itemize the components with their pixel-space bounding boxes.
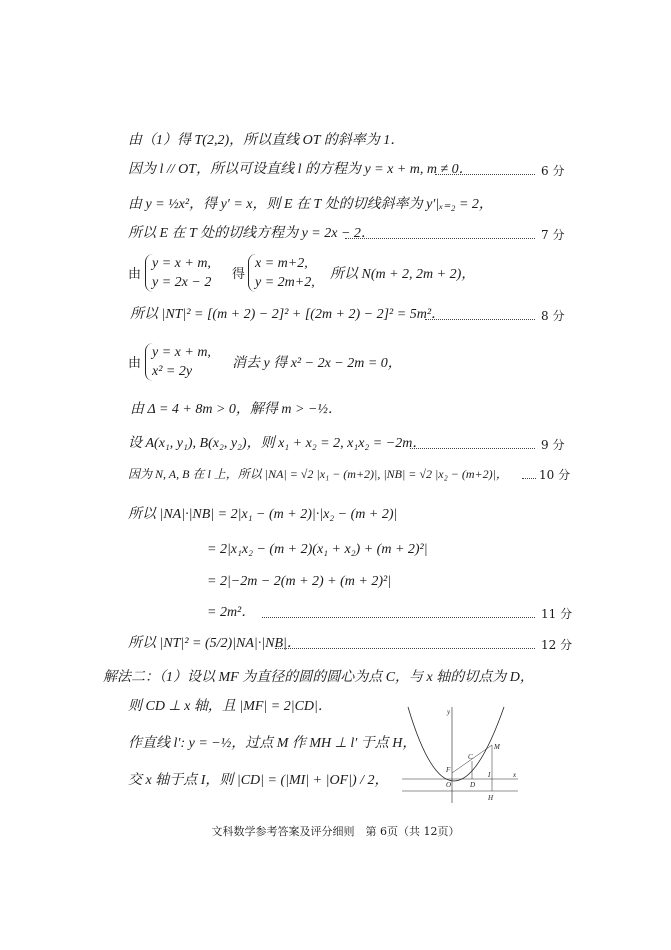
parabola-figure <box>400 705 520 805</box>
solution-line-6 <box>130 305 445 325</box>
label-i: I <box>488 771 491 779</box>
score-9: 9 分 <box>541 438 565 452</box>
text-l8: 由 Δ = 4 + 8m > 0，解得 m > −½． <box>130 402 342 417</box>
equation-system-2 <box>248 254 315 292</box>
text-l5-prefix: 由 <box>128 267 142 282</box>
solution-line-12 <box>207 540 428 560</box>
text-l7-prefix: 由 <box>128 356 142 371</box>
text-l11: 所以 |NA|·|NB| = 2|x₁ − (m + 2)|·|x₂ − (m + 2)| <box>128 507 398 522</box>
label-h: H <box>488 794 494 802</box>
system3-eq-a: y = x + m, <box>152 345 211 360</box>
solution-line-4 <box>128 224 375 244</box>
score-11: 11 分 <box>541 607 573 621</box>
text-l15: 所以 |NT|² = (5/2)|NA|·|NB|． <box>128 636 301 651</box>
score-12: 12 分 <box>541 638 573 652</box>
system2-eq-b: y = 2m+2, <box>255 275 315 290</box>
score-leader <box>262 617 535 618</box>
text-l9: 设 A(x₁, y₁), B(x₂, y₂)，则 x₁ + x₂ = 2, x₁x₂ = −2m． <box>128 436 427 451</box>
solution-line-11 <box>128 505 397 525</box>
score-leader <box>425 319 535 320</box>
text-l2: 因为 l // OT，所以可设直线 l 的方程为 y = x + m, m ≠ 0． <box>128 162 473 177</box>
score-leader <box>410 448 535 449</box>
text-l16: 解法二：（1）设以 MF 为直径的圆的圆心为点 C，与 x 轴的切点为 D， <box>103 670 534 685</box>
text-l17: 则 CD ⊥ x 轴，且 |MF| = 2|CD|． <box>128 699 332 714</box>
solution-line-3 <box>128 195 493 215</box>
text-l4: 所以 E 在 T 处的切线方程为 y = 2x − 2． <box>128 226 375 241</box>
score-leader <box>522 478 536 479</box>
solution-line-17 <box>128 697 332 717</box>
text-l19: 交 x 轴于点 I，则 |CD| = (|MI| + |OF|) / 2， <box>128 773 389 788</box>
solution-line-19 <box>128 771 389 791</box>
label-d: D <box>470 781 476 789</box>
score-7: 7 分 <box>541 228 565 242</box>
text-l12: = 2|x₁x₂ − (m + 2)(x₁ + x₂) + (m + 2)²| <box>207 542 428 557</box>
text-l5-mid: 得 <box>232 267 246 282</box>
solution-line-9 <box>128 434 426 454</box>
system3-eq-b: x² = 2y <box>152 364 193 379</box>
text-l13: = 2|−2m − 2(m + 2) + (m + 2)²| <box>207 574 392 589</box>
score-8: 8 分 <box>541 309 565 323</box>
score-leader <box>345 238 535 239</box>
label-m: M <box>494 743 500 751</box>
equation-system-3 <box>145 343 211 381</box>
system2-eq-a: x = m+2, <box>255 256 308 271</box>
system1-eq-b: y = 2x − 2 <box>152 275 212 290</box>
solution-line-1 <box>128 131 404 151</box>
text-l7-suffix: 消去 y 得 x² − 2x − 2m = 0， <box>232 356 402 371</box>
solution-line-14 <box>207 603 255 623</box>
label-y: y <box>447 708 451 716</box>
score-leader <box>275 648 535 649</box>
label-c: C <box>468 753 473 761</box>
equation-system-1 <box>145 254 211 292</box>
text-l1: 由（1）得 T(2,2)，所以直线 OT 的斜率为 1． <box>128 133 405 148</box>
text-l18: 作直线 l′: y = −½，过点 M 作 MH ⊥ l′ 于点 H， <box>128 736 417 751</box>
page-footer: 文科数学参考答案及评分细则 第 6页（共 12页） <box>211 825 460 838</box>
text-l10: 因为 N, A, B 在 l 上，所以 |NA| = √2 |x₁ − (m+2)|, |NB| = √2 |x₂ − (m+2)|， <box>128 467 508 481</box>
solution-line-13 <box>207 572 391 592</box>
solution-line-15 <box>128 634 301 654</box>
solution-line-8 <box>130 400 342 420</box>
solution-line-18 <box>128 734 416 754</box>
text-l5-suffix: 所以 N(m + 2, 2m + 2)， <box>330 267 476 282</box>
label-x: x <box>513 771 517 779</box>
solution-line-16 <box>103 668 534 688</box>
text-l14: = 2m²． <box>207 605 256 620</box>
score-10: 10 分 <box>539 468 571 482</box>
text-l6: 所以 |NT|² = [(m + 2) − 2]² + [(2m + 2) − 2]² = 5m²． <box>130 307 446 322</box>
solution-line-10 <box>128 464 508 485</box>
score-leader <box>435 174 535 175</box>
label-f: F <box>446 766 451 774</box>
label-o: O <box>446 781 452 789</box>
text-l3: 由 y = ½x²，得 y′ = x，则 E 在 T 处的切线斜率为 y′|ₓ₌₂ = 2， <box>128 197 493 212</box>
solution-line-2 <box>128 160 473 180</box>
score-6: 6 分 <box>541 164 565 178</box>
system1-eq-a: y = x + m, <box>152 256 211 271</box>
